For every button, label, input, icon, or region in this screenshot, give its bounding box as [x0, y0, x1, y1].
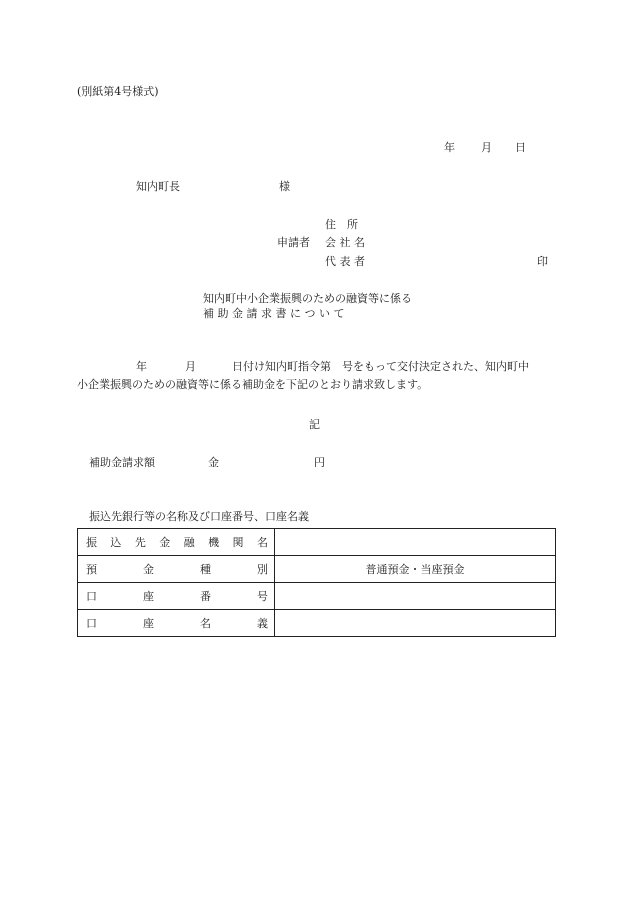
label-char: 口	[86, 590, 97, 603]
deposit-type-label	[78, 556, 275, 583]
label-char: 先	[134, 536, 146, 549]
label-char: 種	[200, 563, 211, 576]
bank-section-title: 振込先銀行等の名称及び口座番号、口座名義	[89, 510, 309, 523]
label-char: 号	[257, 590, 268, 603]
date-month-label: 月	[481, 141, 492, 154]
account-holder-label	[78, 610, 275, 637]
date-day-label: 日	[515, 141, 526, 154]
document-title-line1: 知内町中小企業振興のための融資等に係る	[203, 292, 412, 305]
label-char: 金	[143, 563, 154, 576]
account-number-label	[78, 583, 275, 610]
bank-name-label	[78, 529, 275, 556]
label-char: 座	[143, 617, 154, 630]
label-char: 義	[257, 617, 268, 630]
label-char: 別	[257, 563, 268, 576]
label-char: 番	[200, 590, 211, 603]
company-label: 会 社 名	[325, 236, 365, 249]
label-char: 機	[208, 536, 220, 549]
label-char: 名	[256, 536, 268, 549]
bank-info-table	[77, 528, 556, 637]
table-row	[78, 529, 556, 556]
claim-unit: 円	[314, 456, 325, 469]
account-number-field[interactable]	[275, 583, 556, 610]
date-year-label: 年	[444, 141, 455, 154]
applicant-role: 申請者	[277, 236, 310, 249]
body-line2: 小企業振興のための融資等に係る補助金を下記のとおり請求致します。	[77, 378, 429, 391]
account-holder-field[interactable]	[275, 610, 556, 637]
document-title-line2: 補 助 金 請 求 書 に つ い て	[203, 307, 345, 320]
seal-mark: 印	[537, 255, 548, 268]
claim-prefix: 金	[208, 456, 219, 469]
label-char: 込	[110, 536, 122, 549]
label-char: 融	[183, 536, 195, 549]
label-char: 口	[86, 617, 97, 630]
table-row	[78, 556, 556, 583]
bank-name-field[interactable]	[275, 529, 556, 556]
deposit-type-field[interactable]: 普通預金・当座預金	[275, 556, 556, 583]
body-line1-rest: 日付け知内町指令第 号をもって交付決定された、知内町中	[232, 360, 529, 373]
representative-label: 代 表 者	[325, 255, 365, 268]
label-char: 振	[86, 536, 97, 549]
body-year: 年	[136, 360, 147, 373]
address-label: 住 所	[325, 218, 358, 231]
label-char: 座	[143, 590, 154, 603]
addressee-honorific: 様	[279, 180, 290, 193]
label-char: 預	[86, 563, 97, 576]
form-number: (別紙第4号様式)	[77, 85, 159, 98]
label-char: 金	[159, 536, 171, 549]
body-month: 月	[185, 360, 196, 373]
addressee-name: 知内町長	[136, 180, 180, 193]
claim-label: 補助金請求額	[89, 456, 155, 469]
table-row	[78, 583, 556, 610]
table-row	[78, 610, 556, 637]
label-char: 名	[200, 617, 211, 630]
ki-heading: 記	[309, 418, 320, 431]
label-char: 関	[232, 536, 244, 549]
